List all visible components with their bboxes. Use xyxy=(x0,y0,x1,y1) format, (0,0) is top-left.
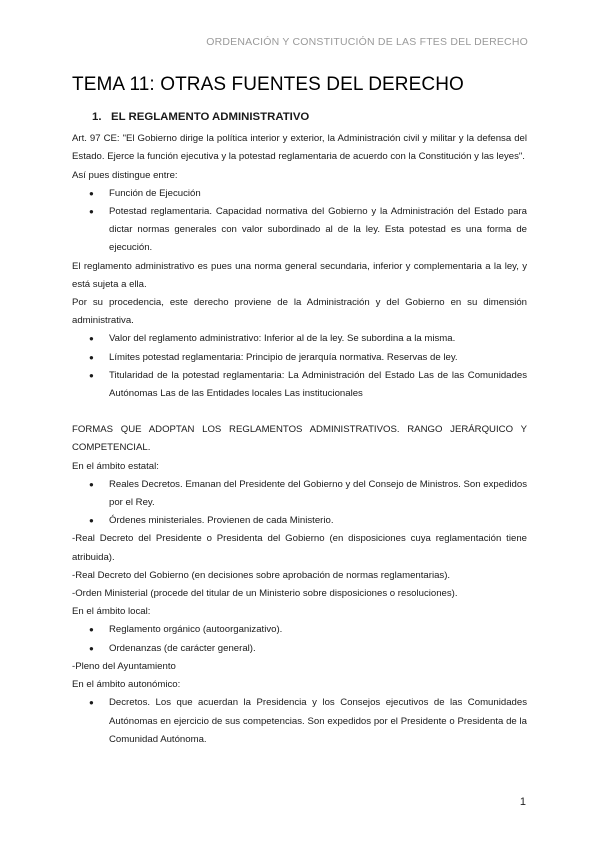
list-item: ● Titularidad de la potestad reglamentaria: La Administración del Estado Las de las Comunidades Autónomas Las de las Entidades locales Las institucionales xyxy=(72,367,527,403)
list-item: ● Límites potestad reglamentaria: Principio de jerarquía normativa. Reservas de ley. xyxy=(72,349,527,367)
paragraph-art97: Art. 97 CE: "El Gobierno dirige la política interior y exterior, la Administración civil y militar y la defensa del Estado. Ejerce la función ejecutiva y la potestad reglamentaria de acuerdo con la Constitución y las leyes". xyxy=(72,133,527,163)
bullet-list-2 xyxy=(72,330,527,403)
section-label: EL REGLAMENTO ADMINISTRATIVO xyxy=(111,111,310,123)
paragraph-reglamento: El reglamento administrativo es pues una norma general secundaria, inferior y complementaria a la ley, y está sujeta a ella. xyxy=(72,260,527,290)
spacer xyxy=(72,403,527,421)
paragraph-estatal: En el ámbito estatal: xyxy=(72,460,159,472)
section-heading xyxy=(92,108,527,126)
document-body xyxy=(72,108,527,749)
paragraph-formas: FORMAS QUE ADOPTAN LOS REGLAMENTOS ADMINISTRATIVOS. RANGO JERÁRQUICO Y COMPETENCIAL. xyxy=(72,424,527,454)
list-item: ● Reales Decretos. Emanan del Presidente del Gobierno y del Consejo de Ministros. Son expedidos por el Rey. xyxy=(72,476,527,512)
paragraph-rd-gobierno: -Real Decreto del Gobierno (en decisiones sobre aprobación de normas reglamentarias). xyxy=(72,569,451,581)
list-item: ● Ordenanzas (de carácter general). xyxy=(72,640,527,658)
bullet-list-3 xyxy=(72,476,527,531)
list-item: ● Reglamento orgánico (autoorganizativo). xyxy=(72,621,527,639)
bullet-list-4 xyxy=(72,621,527,657)
paragraph-rd-presidente: -Real Decreto del Presidente o Presidenta del Gobierno (en disposiciones cuya reglamentación tiene atribuida). xyxy=(72,533,527,563)
list-item: ● Órdenes ministeriales. Provienen de cada Ministerio. xyxy=(72,512,527,530)
list-item: ● Función de Ejecución xyxy=(72,185,527,203)
paragraph-procedencia: Por su procedencia, este derecho proviene de la Administración y del Gobierno en su dimensión administrativa. xyxy=(72,297,527,327)
paragraph-local: En el ámbito local: xyxy=(72,606,151,618)
paragraph-autonomico: En el ámbito autonómico: xyxy=(72,679,181,691)
page-title: TEMA 11: OTRAS FUENTES DEL DERECHO xyxy=(72,74,464,95)
bullet-list-5 xyxy=(72,694,527,749)
paragraph-pleno: -Pleno del Ayuntamiento xyxy=(72,660,176,672)
bullet-list-1 xyxy=(72,185,527,258)
list-item: ● Valor del reglamento administrativo: Inferior al de la ley. Se subordina a la misma. xyxy=(72,330,527,348)
paragraph-orden: -Orden Ministerial (procede del titular de un Ministerio sobre disposiciones o resoluciones). xyxy=(72,588,458,600)
page-number: 1 xyxy=(519,796,526,808)
paragraph-distingue: Así pues distingue entre: xyxy=(72,169,178,181)
list-item: ● Potestad reglamentaria. Capacidad normativa del Gobierno y la Administración del Estado para dictar normas generales con valor subordinado al de la ley. Esta potestad es una forma de ejecución. xyxy=(72,203,527,258)
running-header: ORDENACIÓN Y CONSTITUCIÓN DE LAS FTES DEL DERECHO xyxy=(206,36,528,48)
section-number: 1. xyxy=(92,111,102,123)
list-item: ● Decretos. Los que acuerdan la Presidencia y los Consejos ejecutivos de las Comunidades Autónomas en ejercicio de sus competencias. Son expedidos por el Presidente o Presidenta de la Comunidad Autónoma. xyxy=(72,694,527,749)
